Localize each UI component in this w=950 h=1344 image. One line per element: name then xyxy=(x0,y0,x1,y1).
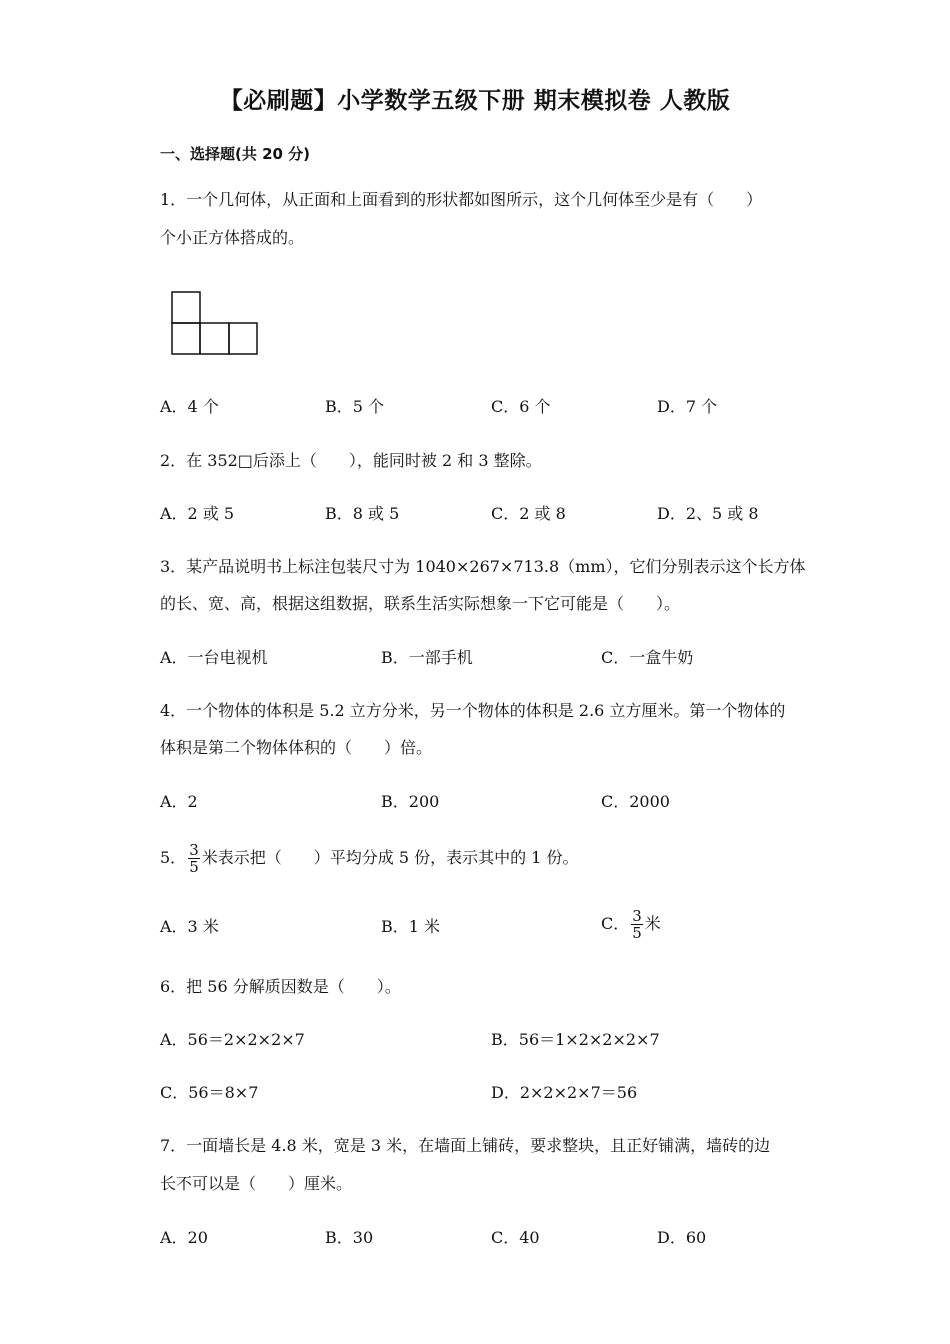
figure-square-3 xyxy=(229,323,257,354)
q1-option-d[interactable]: D．7 个 xyxy=(657,397,718,416)
q1-option-a[interactable]: A．4 个 xyxy=(160,397,219,416)
q5-option-c-suffix: 米 xyxy=(644,914,661,933)
q4-option-b[interactable]: B．200 xyxy=(381,792,440,811)
q3-option-b[interactable]: B．一部手机 xyxy=(381,648,473,667)
q5-suffix: 米表示把（ ）平均分成 5 份，表示其中的 1 份。 xyxy=(201,848,579,867)
q1-option-c[interactable]: C．6 个 xyxy=(491,397,551,416)
q2-option-c[interactable]: C．2 或 8 xyxy=(491,504,566,523)
q4-option-c[interactable]: C．2000 xyxy=(601,792,670,811)
question-4-line-1: 4．一个物体的体积是 5.2 立方分米，另一个物体的体积是 2.6 立方厘米。第一个物体的 xyxy=(160,701,786,720)
q3-option-a[interactable]: A．一台电视机 xyxy=(160,648,268,667)
q2-option-b[interactable]: B．8 或 5 xyxy=(325,504,400,523)
figure-square-1 xyxy=(172,323,200,354)
question-3-line-1: 3．某产品说明书上标注包装尺寸为 1040×267×713.8（mm），它们分别表示这个长方体 xyxy=(160,557,806,576)
q5-fraction-denominator: 5 xyxy=(189,858,199,876)
q7-option-a[interactable]: A．20 xyxy=(160,1228,208,1247)
q5-prefix: 5． xyxy=(160,848,187,867)
page-title: 【必刷题】小学数学五级下册 期末模拟卷 人教版 xyxy=(219,88,731,114)
q5-option-c[interactable] xyxy=(601,908,661,941)
q5-fraction xyxy=(188,842,200,875)
question-7-line-1: 7．一面墙长是 4.8 米，宽是 3 米，在墙面上铺砖，要求整块，且正好铺满，墙砖的边 xyxy=(160,1136,771,1155)
question-1-line-1: 1．一个几何体，从正面和上面看到的形状都如图所示，这个几何体至少是有（ ） xyxy=(160,190,763,209)
q3-option-c[interactable]: C．一盒牛奶 xyxy=(601,648,694,667)
question-2-line-1: 2．在 352□后添上（ ），能同时被 2 和 3 整除。 xyxy=(160,451,542,470)
section-heading: 一、选择题(共 20 分) xyxy=(160,145,311,163)
q5-fraction-numerator: 3 xyxy=(189,841,199,859)
q1-option-b[interactable]: B．5 个 xyxy=(325,397,385,416)
q5-option-b[interactable]: B．1 米 xyxy=(381,917,441,936)
q5-option-a[interactable]: A．3 米 xyxy=(160,917,219,936)
cube-view-figure xyxy=(171,291,261,357)
q7-option-d[interactable]: D．60 xyxy=(657,1228,707,1247)
question-6-line-1: 6．把 56 分解质因数是（ ）。 xyxy=(160,977,401,996)
q5-option-c-numerator: 3 xyxy=(632,907,642,925)
q2-option-d[interactable]: D．2、5 或 8 xyxy=(657,504,759,523)
q7-option-b[interactable]: B．30 xyxy=(325,1228,374,1247)
q2-option-a[interactable]: A．2 或 5 xyxy=(160,504,235,523)
question-1-line-2: 个小正方体搭成的。 xyxy=(160,228,305,247)
question-4-line-2: 体积是第二个物体体积的（ ）倍。 xyxy=(160,738,433,757)
q4-option-a[interactable]: A．2 xyxy=(160,792,198,811)
question-7-line-2: 长不可以是（ ）厘米。 xyxy=(160,1174,353,1193)
q5-option-c-fraction xyxy=(631,908,643,941)
q7-option-c[interactable]: C．40 xyxy=(491,1228,540,1247)
q6-option-c[interactable]: C．56＝8×7 xyxy=(160,1083,259,1102)
q6-option-d[interactable]: D．2×2×2×7＝56 xyxy=(491,1083,638,1102)
figure-square-2 xyxy=(200,323,229,354)
q5-option-c-denominator: 5 xyxy=(632,924,642,942)
question-3-line-2: 的长、宽、高，根据这组数据，联系生活实际想象一下它可能是（ ）。 xyxy=(160,594,681,613)
figure-square-top xyxy=(172,292,200,323)
question-5-line-1 xyxy=(160,842,578,875)
q6-option-a[interactable]: A．56＝2×2×2×7 xyxy=(160,1030,305,1049)
q6-option-b[interactable]: B．56＝1×2×2×2×7 xyxy=(491,1030,660,1049)
q5-option-c-prefix: C． xyxy=(601,914,630,933)
